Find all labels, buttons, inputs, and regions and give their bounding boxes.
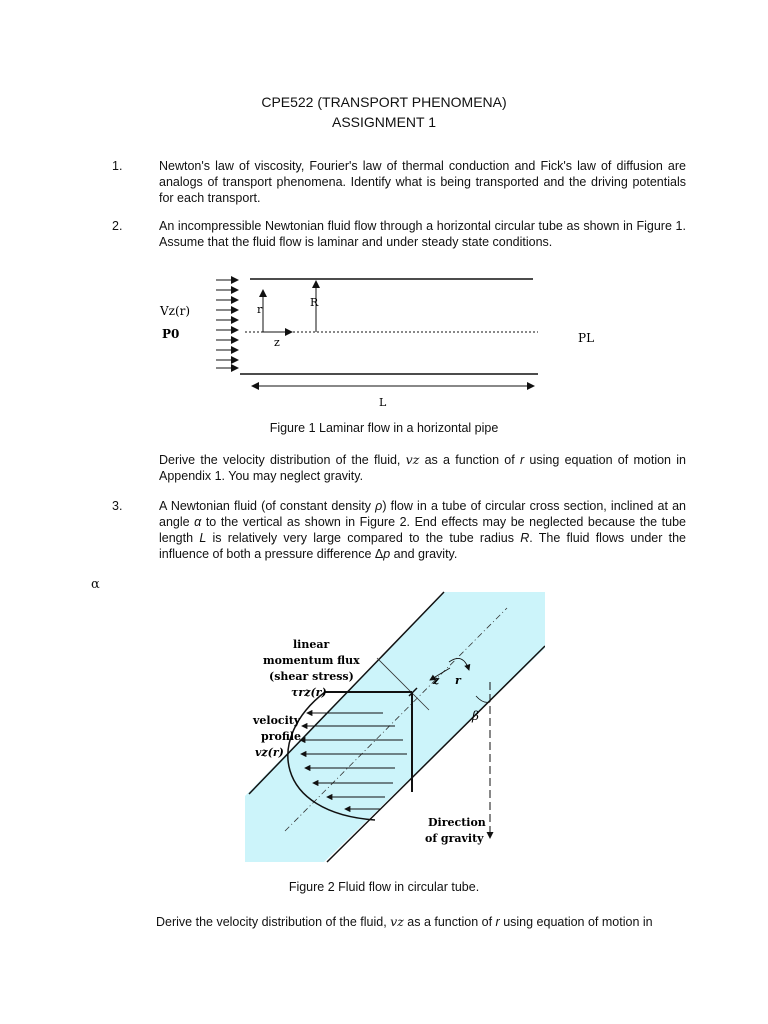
derive-2-text <box>156 914 683 930</box>
inlet-flow-arrows <box>216 280 238 368</box>
rho-symbol: ρ <box>375 499 383 513</box>
q3-part-d: is relatively very large compared to the tube radius <box>206 531 521 545</box>
p0-label: P0 <box>162 327 180 341</box>
question-3-text <box>159 498 686 562</box>
tau-label: τrz(r) <box>291 686 327 699</box>
course-title: CPE522 (TRANSPORT PHENOMENA) <box>261 94 507 110</box>
q3-part-f: and gravity. <box>390 547 458 561</box>
flux-label-2: momentum flux <box>263 654 360 667</box>
question-2-text: An incompressible Newtonian fluid flow through a horizontal circular tube as shown in Figure 1. Assume that the fluid flow is laminar and under steady state conditions. <box>159 219 686 249</box>
question-1-number: 1. <box>112 159 123 173</box>
R-label: R <box>310 296 319 309</box>
derive-1-part-c: using equation of motion in Appendix 1. You may neglect gravity. <box>159 453 686 483</box>
r-symbol: r <box>520 453 525 467</box>
figure-2-inclined-tube <box>245 588 545 870</box>
question-2-number: 2. <box>112 219 123 233</box>
question-3-number: 3. <box>112 499 123 513</box>
gravity-label-2: of gravity <box>425 832 484 845</box>
assignment-title: ASSIGNMENT 1 <box>332 114 436 130</box>
derive-1-part-b: as a function of <box>419 453 520 467</box>
velocity-label-2: profile <box>261 730 301 743</box>
figure-1-horizontal-pipe <box>150 268 600 418</box>
z-axis-label: z <box>433 674 440 687</box>
p-symbol: p <box>383 547 391 561</box>
tube-fluid <box>245 592 545 862</box>
figure-2-caption: Figure 2 Fluid flow in circular tube. <box>288 880 480 894</box>
velocity-label-1: velocity <box>253 714 301 727</box>
velocity-label-3: vz(r) <box>255 746 284 759</box>
flux-label-1: linear <box>293 638 330 651</box>
alpha-symbol: α <box>194 515 202 529</box>
R-symbol: R <box>520 531 530 545</box>
r-symbol-2: r <box>495 915 500 929</box>
stray-alpha-mark: α <box>91 577 100 592</box>
velocity-label: Vz(r) <box>160 304 191 318</box>
L-symbol: L <box>199 531 207 545</box>
q3-part-b: ) flow in a tube of circular cross section, inclined at an angle <box>159 499 686 529</box>
beta-label: β <box>472 709 479 723</box>
q3-part-a: A Newtonian fluid (of constant density <box>159 499 376 513</box>
figure-1-caption: Figure 1 Laminar flow in a horizontal pipe <box>269 421 499 435</box>
question-1-text: Newton's law of viscosity, Fourier's law of thermal conduction and Fick's law of diffusion are analogs of transport phenomena. Identify what is being transported and the driving potentials for each transport. <box>159 159 686 205</box>
derive-1-text <box>159 452 686 484</box>
q3-part-e: . The fluid flows under the influence of both a pressure difference Δ <box>159 531 687 561</box>
vz-symbol: vz <box>405 452 420 467</box>
z-label: z <box>274 336 280 349</box>
q3-part-c: to the vertical as shown in Figure 2. End effects may be neglected because the tube length <box>159 515 686 545</box>
r-axis-label: r <box>455 674 461 687</box>
L-label: L <box>379 396 387 409</box>
derive-2-part-a: Derive the velocity distribution of the fluid, <box>156 915 391 929</box>
pl-label: PL <box>578 331 595 345</box>
flux-label-3: (shear stress) <box>269 670 354 683</box>
derive-2-part-c: using equation of motion in <box>499 915 653 929</box>
derive-1-part-a: Derive the velocity distribution of the fluid, <box>159 453 406 467</box>
r-label: r <box>257 303 263 316</box>
gravity-label-1: Direction <box>428 816 486 829</box>
derive-2-part-b: as a function of <box>403 915 496 929</box>
vz-symbol-2: vz <box>390 914 404 929</box>
